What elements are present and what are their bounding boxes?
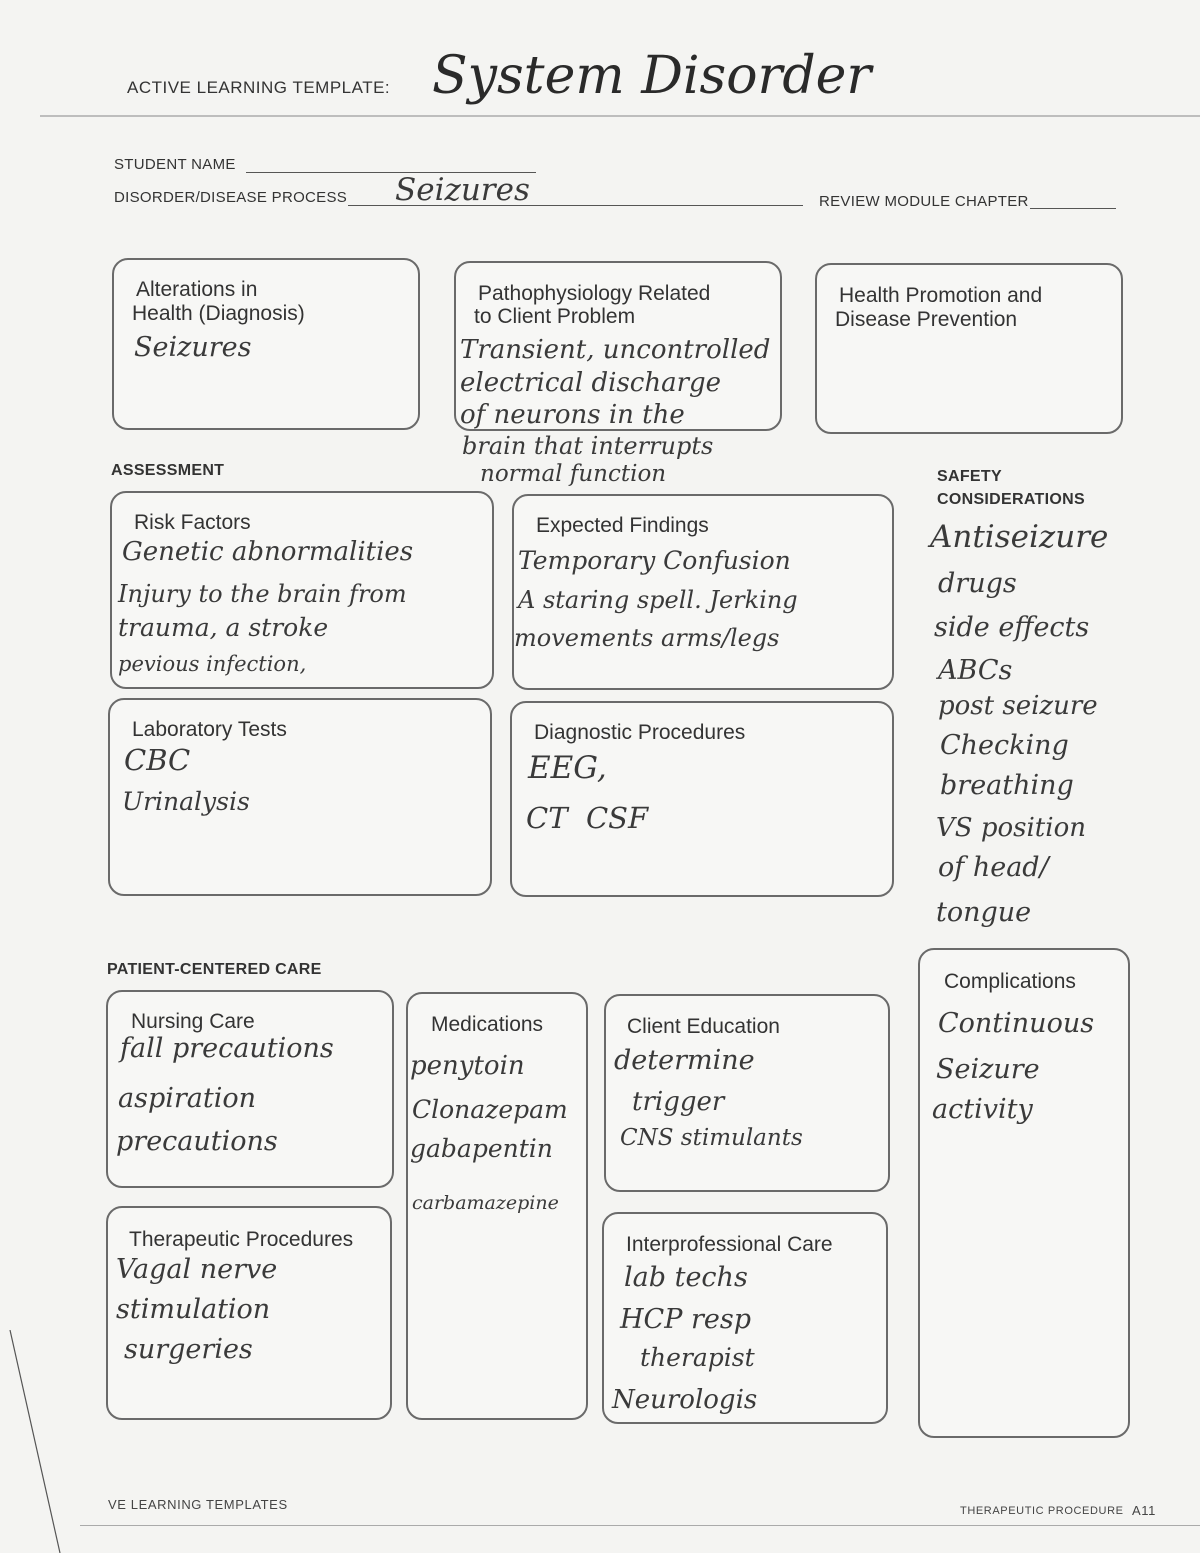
footer-right: THERAPEUTIC PROCEDURE (960, 1505, 1124, 1517)
client-education-title: Client Education (627, 1015, 780, 1038)
risk-factors-title: Risk Factors (134, 511, 251, 534)
medications-title: Medications (431, 1013, 544, 1036)
safety-line-1: Antiseizure (930, 519, 1109, 555)
safety-line-4: ABCs (938, 655, 1013, 686)
safety-line-5: post seizure (938, 691, 1098, 721)
medications-line-4: carbamazepine (412, 1192, 559, 1214)
alterations-value: Seizures (134, 332, 252, 363)
safety-line-7: breathing (940, 770, 1074, 801)
medications-line-3: gabapentin (410, 1134, 553, 1163)
safety-line-10: tongue (936, 897, 1032, 928)
page-title: System Disorder (432, 46, 872, 106)
therapeutic-procedures-line-1: Vagal nerve (116, 1254, 278, 1285)
therapeutic-procedures-line-3: surgeries (124, 1334, 253, 1365)
risk-factors-line-4: pevious infection, (118, 652, 307, 676)
student-name-label: STUDENT NAME (114, 156, 236, 173)
pathophysiology-title-2: to Client Problem (474, 305, 636, 328)
expected-findings-line-2: A staring spell. Jerking (518, 586, 798, 614)
safety-line-9: of head/ (938, 852, 1049, 883)
nursing-care-line-1: fall precautions (120, 1033, 334, 1064)
interprofessional-care-line-3: therapist (640, 1343, 755, 1372)
alterations-title-1: Alterations in (136, 278, 258, 301)
footer-left: VE LEARNING TEMPLATES (108, 1497, 288, 1512)
complications-line-2: Seizure (936, 1054, 1040, 1085)
interprofessional-care-line-4: Neurologis (612, 1385, 758, 1415)
interprofessional-care-title: Interprofessional Care (626, 1233, 833, 1256)
interprofessional-care-line-2: HCP resp (620, 1304, 751, 1335)
diagnostic-procedures-line-2: CT CSF (526, 801, 649, 835)
laboratory-tests-title: Laboratory Tests (132, 718, 287, 741)
patient-care-heading: PATIENT-CENTERED CARE (107, 961, 322, 978)
safety-heading-1: SAFETY (937, 468, 1002, 485)
disorder-value: Seizures (395, 172, 530, 208)
assessment-heading: ASSESSMENT (111, 462, 225, 479)
scan-fold-line (0, 1330, 120, 1553)
safety-heading-2: CONSIDERATIONS (937, 491, 1085, 508)
safety-line-3: side effects (934, 612, 1090, 643)
pathophysiology-title-1: Pathophysiology Related (478, 282, 711, 305)
therapeutic-procedures-title: Therapeutic Procedures (129, 1228, 354, 1251)
expected-findings-line-3: movements arms/legs (514, 624, 780, 652)
footer-divider (80, 1525, 1200, 1526)
pathophysiology-line-4: brain that interrupts (462, 432, 714, 460)
complications-title: Complications (944, 970, 1076, 993)
laboratory-tests-line-1: CBC (124, 743, 191, 777)
risk-factors-line-2: Injury to the brain from (118, 580, 407, 608)
review-module-field[interactable] (1030, 208, 1116, 209)
expected-findings-title: Expected Findings (536, 514, 709, 537)
client-education-line-1: determine (614, 1045, 755, 1076)
health-promotion-title-1: Health Promotion and (839, 284, 1043, 307)
medications-line-1: penytoin (410, 1051, 525, 1081)
disorder-label: DISORDER/DISEASE PROCESS (114, 189, 348, 206)
alterations-title-2: Health (Diagnosis) (132, 302, 305, 325)
pathophysiology-line-5: normal function (480, 461, 667, 487)
nursing-care-line-2: aspiration (118, 1083, 257, 1114)
medications-line-2: Clonazepam (412, 1095, 568, 1124)
interprofessional-care-line-1: lab techs (624, 1262, 748, 1293)
safety-line-8: VS position (936, 813, 1086, 843)
nursing-care-line-3: precautions (116, 1126, 278, 1157)
footer-page-number: A11 (1132, 1503, 1156, 1518)
review-module-label: REVIEW MODULE CHAPTER (819, 193, 1029, 210)
risk-factors-line-3: trauma, a stroke (118, 613, 329, 642)
template-label: ACTIVE LEARNING TEMPLATE: (127, 78, 391, 97)
header-divider (40, 115, 1200, 117)
health-promotion-title-2: Disease Prevention (835, 308, 1018, 331)
therapeutic-procedures-line-2: stimulation (116, 1294, 271, 1325)
pathophysiology-line-2: electrical discharge (460, 368, 722, 398)
laboratory-tests-line-2: Urinalysis (122, 787, 250, 816)
nursing-care-title: Nursing Care (131, 1010, 255, 1033)
client-education-line-3: CNS stimulants (620, 1125, 803, 1151)
safety-line-6: Checking (940, 730, 1069, 761)
risk-factors-line-1: Genetic abnormalities (122, 537, 414, 567)
pathophysiology-line-3: of neurons in the (460, 400, 685, 430)
pathophysiology-line-1: Transient, uncontrolled (460, 335, 771, 365)
diagnostic-procedures-line-1: EEG, (528, 750, 607, 786)
complications-line-3: activity (932, 1094, 1033, 1125)
safety-line-2: drugs (938, 568, 1017, 599)
complications-line-1: Continuous (938, 1008, 1095, 1039)
expected-findings-line-1: Temporary Confusion (518, 546, 791, 575)
diagnostic-procedures-title: Diagnostic Procedures (534, 721, 746, 744)
client-education-line-2: trigger (632, 1087, 725, 1117)
